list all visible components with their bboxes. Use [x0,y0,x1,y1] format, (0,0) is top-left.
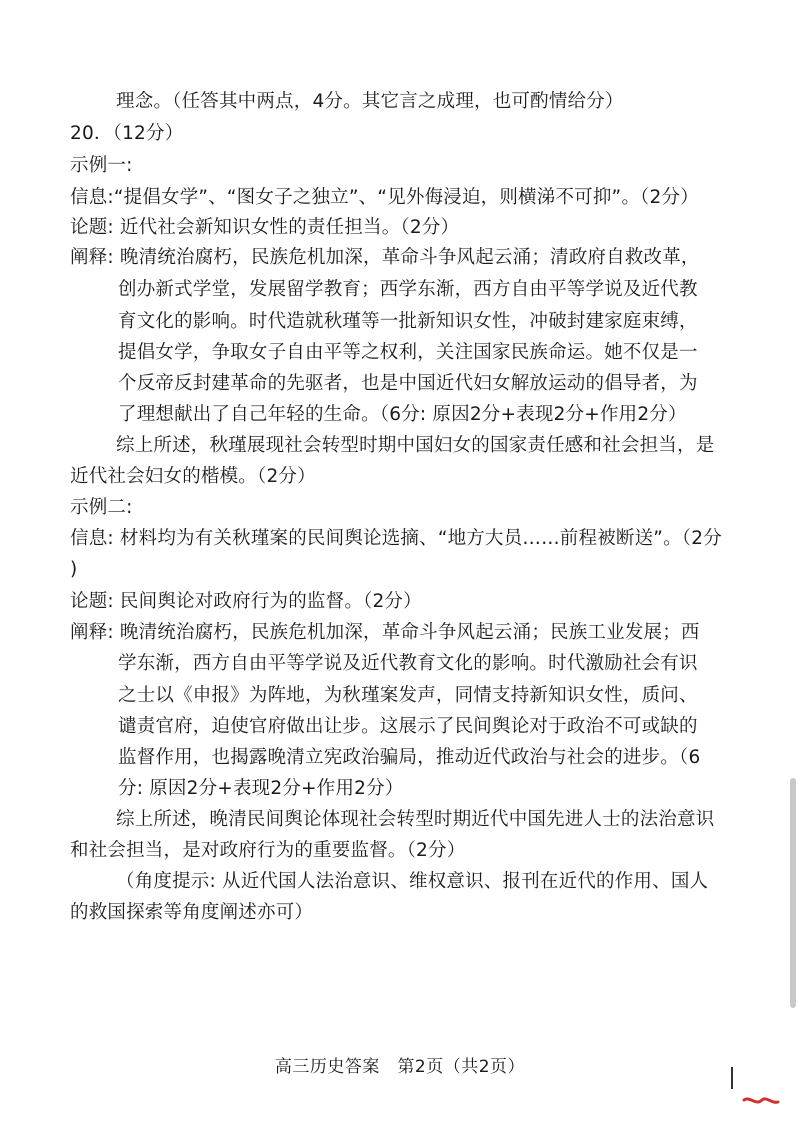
example-two-summary-2: 和社会担当，是对政府行为的重要监督。（2分） [70,840,466,861]
example-one-heading: 示例一: [70,155,133,176]
angle-hint-2: 的救国探索等角度阐述亦可） [70,902,314,923]
example-one-info: 信息:“提倡女学”、“图女子之独立”、“见外侮浸迫，则横涕不可抑”。（2分） [70,187,699,208]
example-one-explanation-4: 提倡女学，争取女子自由平等之权利，关注国家民族命运。她不仅是一 [118,342,698,363]
example-one-summary-1: 综上所述，秋瑾展现社会转型时期中国妇女的国家责任感和社会担当，是 [116,435,715,456]
example-two-explanation-4: 谴责官府，迫使官府做出让步。这展示了民间舆论对于政治不可或缺的 [118,716,698,737]
example-two-explanation-3: 之士以《申报》为阵地，为秋瑾案发声，同情支持新知识女性，质问、 [118,685,698,706]
example-two-explanation-6: 分: 原因2分+表现2分+作用2分） [118,778,404,799]
example-one-explanation-3: 育文化的影响。时代造就秋瑾等一批新知识女性，冲破封建家庭束缚， [118,311,698,332]
answer-line-1: 理念。（任答其中两点，4分。其它言之成理，也可酌情给分） [116,91,624,112]
example-two-explanation-5: 监督作用，也揭露晚清立宪政治骗局，推动近代政治与社会的进步。（6 [118,747,701,768]
example-one-explanation-5: 个反帝反封建革命的先驱者，也是中国近代妇女解放运动的倡导者，为 [118,373,698,394]
example-one-summary-2: 近代社会妇女的楷模。（2分） [70,466,316,487]
page-footer: 高三历史答案 第2页（共2页） [274,1057,526,1077]
example-two-explanation-1: 阐释: 晚清统治腐朽，民族危机加深，革命斗争风起云涌；民族工业发展；西 [70,622,700,643]
example-two-explanation-2: 学东渐，西方自由平等学说及近代教育文化的影响。时代激励社会有识 [118,653,698,674]
scrollbar[interactable] [790,778,796,1008]
pen-mark [731,1067,733,1089]
example-two-info-cont: ) [70,559,78,580]
example-two-topic: 论题: 民间舆论对政府行为的监督。（2分） [70,591,422,612]
example-one-explanation-6: 了理想献出了自己年轻的生命。（6分: 原因2分+表现2分+作用2分） [118,404,687,425]
example-one-topic: 论题: 近代社会新知识女性的责任担当。（2分） [70,217,460,238]
example-one-explanation-2: 创办新式学堂，发展留学教育；西学东渐，西方自由平等学说及近代教 [118,279,698,300]
example-two-summary-1: 综上所述，晚清民间舆论体现社会转型时期近代中国先进人士的法治意识 [116,809,715,830]
red-ink-mark [742,1094,780,1108]
example-two-heading: 示例二: [70,497,133,518]
example-two-info: 信息: 材料均为有关秋瑾案的民间舆论选摘、“地方大员……前程被断送”。（2分 [70,528,722,549]
question-number-20: 20．（12分） [70,123,184,144]
angle-hint-1: （角度提示: 从近代国人法治意识、维权意识、报刊在近代的作用、国人 [116,871,709,892]
example-one-explanation-1: 阐释: 晚清统治腐朽，民族危机加深，革命斗争风起云涌；清政府自救改革， [70,247,700,268]
